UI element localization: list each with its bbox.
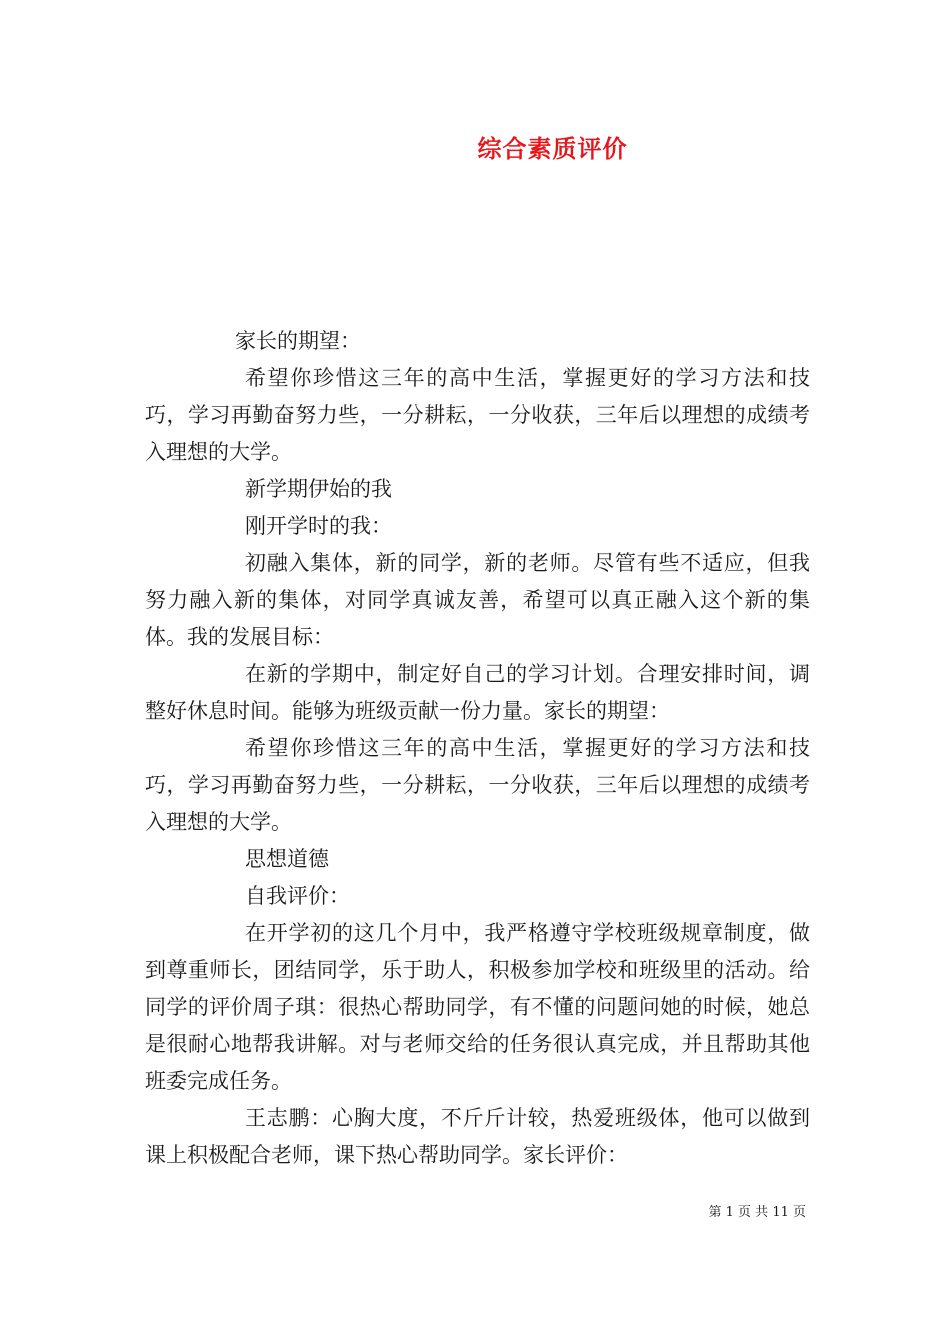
paragraph: 初融入集体，新的同学，新的老师。尽管有些不适应，但我努力融入新的集体，对同学真诚友善，希望可以真正融入这个新的集体。我的发展目标： [145, 551, 810, 649]
paragraph: 希望你珍惜这三年的高中生活，掌握更好的学习方法和技巧，学习再勤奋努力些，一分耕耘，一分收获，三年后以理想的成绩考入理想的大学。 [145, 736, 810, 834]
paragraph-heading: 自我评价： [245, 884, 350, 908]
paragraph-heading: 新学期伊始的我 [245, 477, 392, 501]
paragraph: 在开学初的这几个月中，我严格遵守学校班级规章制度，做到尊重师长，团结同学，乐于助人，积极参加学校和班级里的活动。给同学的评价周子琪：很热心帮助同学，有不懂的问题问她的时候，她总是很耐心地帮我讲解。对与老师交给的任务很认真完成，并且帮助其他班委完成任务。 [145, 921, 810, 1093]
page-number-footer: 第 1 页 共 11 页 [708, 1205, 806, 1220]
document-title: 综合素质评价 [477, 134, 628, 163]
paragraph: 在新的学期中，制定好自己的学习计划。合理安排时间，调整好休息时间。能够为班级贡献一份力量。家长的期望： [145, 662, 810, 723]
paragraph-parent-expectation-heading: 家长的期望： [235, 329, 361, 353]
document-body [145, 323, 810, 1174]
paragraph: 王志鹏：心胸大度，不斤斤计较，热爱班级体，他可以做到课上积极配合老师，课下热心帮助同学。家长评价： [145, 1106, 810, 1167]
paragraph: 希望你珍惜这三年的高中生活，掌握更好的学习方法和技巧，学习再勤奋努力些，一分耕耘，一分收获，三年后以理想的成绩考入理想的大学。 [145, 366, 810, 464]
paragraph-heading: 思想道德 [245, 847, 329, 871]
paragraph-heading: 刚开学时的我： [245, 514, 392, 538]
